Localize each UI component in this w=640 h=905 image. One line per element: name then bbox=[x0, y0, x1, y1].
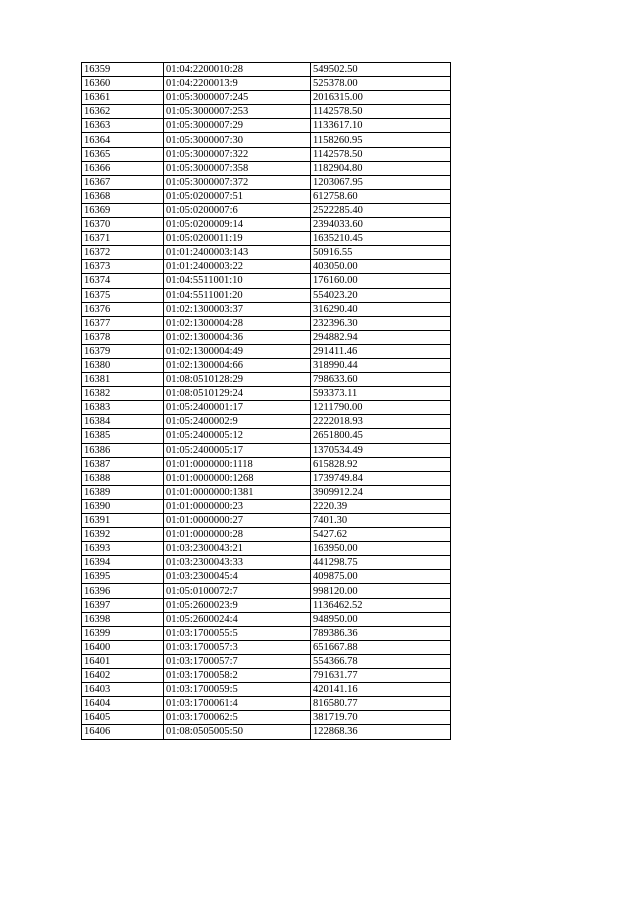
row-number-cell: 16397 bbox=[82, 598, 164, 612]
row-number-cell: 16366 bbox=[82, 161, 164, 175]
row-number-cell: 16380 bbox=[82, 358, 164, 372]
value-cell: 2220.39 bbox=[311, 499, 451, 513]
value-cell: 1158260.95 bbox=[311, 133, 451, 147]
cadastral-number-cell: 01:05:2400005:12 bbox=[164, 429, 311, 443]
table-row bbox=[82, 612, 451, 626]
cadastral-number-cell: 01:01:0000000:28 bbox=[164, 528, 311, 542]
row-number-cell: 16371 bbox=[82, 232, 164, 246]
table-row bbox=[82, 485, 451, 499]
table-row bbox=[82, 330, 451, 344]
table-row bbox=[82, 373, 451, 387]
table-row bbox=[82, 189, 451, 203]
table-row bbox=[82, 161, 451, 175]
table-row bbox=[82, 443, 451, 457]
value-cell: 316290.40 bbox=[311, 302, 451, 316]
value-cell: 381719.70 bbox=[311, 711, 451, 725]
table-row bbox=[82, 626, 451, 640]
cadastral-number-cell: 01:03:2300043:33 bbox=[164, 556, 311, 570]
value-cell: 403050.00 bbox=[311, 260, 451, 274]
row-number-cell: 16392 bbox=[82, 528, 164, 542]
cadastral-number-cell: 01:01:0000000:1118 bbox=[164, 457, 311, 471]
cadastral-number-cell: 01:08:0510129:24 bbox=[164, 387, 311, 401]
table-row bbox=[82, 105, 451, 119]
value-cell: 1739749.84 bbox=[311, 471, 451, 485]
row-number-cell: 16368 bbox=[82, 189, 164, 203]
row-number-cell: 16405 bbox=[82, 711, 164, 725]
value-cell: 1142578.50 bbox=[311, 147, 451, 161]
cadastral-number-cell: 01:03:1700061:4 bbox=[164, 697, 311, 711]
value-cell: 554023.20 bbox=[311, 288, 451, 302]
value-cell: 3909912.24 bbox=[311, 485, 451, 499]
cadastral-number-cell: 01:05:3000007:372 bbox=[164, 175, 311, 189]
row-number-cell: 16404 bbox=[82, 697, 164, 711]
row-number-cell: 16389 bbox=[82, 485, 164, 499]
value-cell: 5427.62 bbox=[311, 528, 451, 542]
cadastral-number-cell: 01:05:0200009:14 bbox=[164, 218, 311, 232]
table-row bbox=[82, 203, 451, 217]
value-cell: 1142578.50 bbox=[311, 105, 451, 119]
value-cell: 122868.36 bbox=[311, 725, 451, 739]
table-row bbox=[82, 598, 451, 612]
table-row bbox=[82, 175, 451, 189]
table-row bbox=[82, 316, 451, 330]
value-cell: 2016315.00 bbox=[311, 91, 451, 105]
row-number-cell: 16365 bbox=[82, 147, 164, 161]
value-cell: 2394033.60 bbox=[311, 218, 451, 232]
cadastral-number-cell: 01:04:5511001:10 bbox=[164, 274, 311, 288]
table-row bbox=[82, 415, 451, 429]
value-cell: 7401.30 bbox=[311, 514, 451, 528]
table-row bbox=[82, 640, 451, 654]
table-row bbox=[82, 556, 451, 570]
value-cell: 615828.92 bbox=[311, 457, 451, 471]
table-row bbox=[82, 584, 451, 598]
cadastral-number-cell: 01:03:2300043:21 bbox=[164, 542, 311, 556]
value-cell: 816580.77 bbox=[311, 697, 451, 711]
row-number-cell: 16377 bbox=[82, 316, 164, 330]
cadastral-number-cell: 01:01:0000000:1381 bbox=[164, 485, 311, 499]
row-number-cell: 16373 bbox=[82, 260, 164, 274]
value-cell: 948950.00 bbox=[311, 612, 451, 626]
table-row bbox=[82, 528, 451, 542]
value-cell: 651667.88 bbox=[311, 640, 451, 654]
table-row bbox=[82, 133, 451, 147]
value-cell: 612758.60 bbox=[311, 189, 451, 203]
table-row bbox=[82, 725, 451, 739]
value-cell: 1370534.49 bbox=[311, 443, 451, 457]
cadastral-number-cell: 01:02:1300004:49 bbox=[164, 344, 311, 358]
value-cell: 441298.75 bbox=[311, 556, 451, 570]
cadastral-number-cell: 01:03:1700057:3 bbox=[164, 640, 311, 654]
row-number-cell: 16360 bbox=[82, 77, 164, 91]
table-row bbox=[82, 344, 451, 358]
cadastral-number-cell: 01:05:3000007:253 bbox=[164, 105, 311, 119]
cadastral-number-cell: 01:01:0000000:27 bbox=[164, 514, 311, 528]
cadastral-number-cell: 01:05:2400001:17 bbox=[164, 401, 311, 415]
row-number-cell: 16398 bbox=[82, 612, 164, 626]
cadastral-number-cell: 01:05:3000007:322 bbox=[164, 147, 311, 161]
cadastral-number-cell: 01:05:0200007:6 bbox=[164, 203, 311, 217]
cadastral-number-cell: 01:05:0100072:7 bbox=[164, 584, 311, 598]
row-number-cell: 16390 bbox=[82, 499, 164, 513]
table-row bbox=[82, 669, 451, 683]
row-number-cell: 16399 bbox=[82, 626, 164, 640]
row-number-cell: 16387 bbox=[82, 457, 164, 471]
value-cell: 798633.60 bbox=[311, 373, 451, 387]
table-row bbox=[82, 246, 451, 260]
row-number-cell: 16376 bbox=[82, 302, 164, 316]
row-number-cell: 16403 bbox=[82, 683, 164, 697]
row-number-cell: 16369 bbox=[82, 203, 164, 217]
value-cell: 789386.36 bbox=[311, 626, 451, 640]
cadastral-number-cell: 01:03:1700058:2 bbox=[164, 669, 311, 683]
cadastral-number-cell: 01:02:1300004:28 bbox=[164, 316, 311, 330]
table-row bbox=[82, 683, 451, 697]
value-cell: 291411.46 bbox=[311, 344, 451, 358]
table-row bbox=[82, 570, 451, 584]
value-cell: 1182904.80 bbox=[311, 161, 451, 175]
cadastral-number-cell: 01:05:0200007:51 bbox=[164, 189, 311, 203]
row-number-cell: 16363 bbox=[82, 119, 164, 133]
cadastral-number-cell: 01:05:2600023:9 bbox=[164, 598, 311, 612]
row-number-cell: 16361 bbox=[82, 91, 164, 105]
cadastral-number-cell: 01:02:1300004:66 bbox=[164, 358, 311, 372]
cadastral-number-cell: 01:05:0200011:19 bbox=[164, 232, 311, 246]
table-row bbox=[82, 499, 451, 513]
table-row bbox=[82, 358, 451, 372]
value-cell: 294882.94 bbox=[311, 330, 451, 344]
table-row bbox=[82, 471, 451, 485]
cadastral-number-cell: 01:02:1300003:37 bbox=[164, 302, 311, 316]
value-cell: 318990.44 bbox=[311, 358, 451, 372]
cadastral-number-cell: 01:02:1300004:36 bbox=[164, 330, 311, 344]
value-cell: 232396.30 bbox=[311, 316, 451, 330]
table-row bbox=[82, 302, 451, 316]
cadastral-number-cell: 01:04:2200013:9 bbox=[164, 77, 311, 91]
table-row bbox=[82, 232, 451, 246]
row-number-cell: 16370 bbox=[82, 218, 164, 232]
value-cell: 1211790.00 bbox=[311, 401, 451, 415]
table-row bbox=[82, 401, 451, 415]
row-number-cell: 16401 bbox=[82, 654, 164, 668]
row-number-cell: 16386 bbox=[82, 443, 164, 457]
cadastral-number-cell: 01:05:2600024:4 bbox=[164, 612, 311, 626]
table-row bbox=[82, 514, 451, 528]
cadastral-number-cell: 01:01:0000000:1268 bbox=[164, 471, 311, 485]
table-row bbox=[82, 654, 451, 668]
value-cell: 549502.50 bbox=[311, 63, 451, 77]
row-number-cell: 16384 bbox=[82, 415, 164, 429]
value-cell: 420141.16 bbox=[311, 683, 451, 697]
cadastral-number-cell: 01:01:2400003:22 bbox=[164, 260, 311, 274]
row-number-cell: 16385 bbox=[82, 429, 164, 443]
table-row bbox=[82, 119, 451, 133]
table-row bbox=[82, 711, 451, 725]
value-cell: 791631.77 bbox=[311, 669, 451, 683]
row-number-cell: 16396 bbox=[82, 584, 164, 598]
table-row bbox=[82, 218, 451, 232]
table-row bbox=[82, 260, 451, 274]
row-number-cell: 16395 bbox=[82, 570, 164, 584]
row-number-cell: 16378 bbox=[82, 330, 164, 344]
table-row bbox=[82, 274, 451, 288]
row-number-cell: 16402 bbox=[82, 669, 164, 683]
value-cell: 176160.00 bbox=[311, 274, 451, 288]
cadastral-number-cell: 01:04:5511001:20 bbox=[164, 288, 311, 302]
cadastral-number-cell: 01:03:1700057:7 bbox=[164, 654, 311, 668]
row-number-cell: 16406 bbox=[82, 725, 164, 739]
cadastral-number-cell: 01:04:2200010:28 bbox=[164, 63, 311, 77]
row-number-cell: 16372 bbox=[82, 246, 164, 260]
table-row bbox=[82, 91, 451, 105]
table-body bbox=[82, 63, 451, 740]
row-number-cell: 16393 bbox=[82, 542, 164, 556]
value-cell: 593373.11 bbox=[311, 387, 451, 401]
value-cell: 409875.00 bbox=[311, 570, 451, 584]
row-number-cell: 16391 bbox=[82, 514, 164, 528]
row-number-cell: 16382 bbox=[82, 387, 164, 401]
cadastral-number-cell: 01:05:3000007:30 bbox=[164, 133, 311, 147]
value-cell: 1203067.95 bbox=[311, 175, 451, 189]
table-row bbox=[82, 542, 451, 556]
cadastral-number-cell: 01:08:0510128:29 bbox=[164, 373, 311, 387]
row-number-cell: 16359 bbox=[82, 63, 164, 77]
cadastral-number-cell: 01:05:3000007:245 bbox=[164, 91, 311, 105]
table-row bbox=[82, 387, 451, 401]
cadastral-number-cell: 01:03:1700062:5 bbox=[164, 711, 311, 725]
value-cell: 554366.78 bbox=[311, 654, 451, 668]
value-cell: 2522285.40 bbox=[311, 203, 451, 217]
table-row bbox=[82, 77, 451, 91]
value-cell: 163950.00 bbox=[311, 542, 451, 556]
row-number-cell: 16374 bbox=[82, 274, 164, 288]
table-row bbox=[82, 63, 451, 77]
table-row bbox=[82, 697, 451, 711]
row-number-cell: 16394 bbox=[82, 556, 164, 570]
value-cell: 1133617.10 bbox=[311, 119, 451, 133]
cadastral-number-cell: 01:05:3000007:358 bbox=[164, 161, 311, 175]
cadastral-number-cell: 01:03:1700055:5 bbox=[164, 626, 311, 640]
cadastral-number-cell: 01:01:2400003:143 bbox=[164, 246, 311, 260]
row-number-cell: 16388 bbox=[82, 471, 164, 485]
table-row bbox=[82, 457, 451, 471]
cadastral-number-cell: 01:08:0505005:50 bbox=[164, 725, 311, 739]
row-number-cell: 16379 bbox=[82, 344, 164, 358]
cadastral-number-cell: 01:03:2300045:4 bbox=[164, 570, 311, 584]
value-cell: 50916.55 bbox=[311, 246, 451, 260]
row-number-cell: 16367 bbox=[82, 175, 164, 189]
row-number-cell: 16400 bbox=[82, 640, 164, 654]
row-number-cell: 16383 bbox=[82, 401, 164, 415]
value-cell: 2222018.93 bbox=[311, 415, 451, 429]
value-cell: 998120.00 bbox=[311, 584, 451, 598]
data-table bbox=[81, 62, 451, 740]
row-number-cell: 16364 bbox=[82, 133, 164, 147]
row-number-cell: 16375 bbox=[82, 288, 164, 302]
table-row bbox=[82, 147, 451, 161]
cadastral-number-cell: 01:05:3000007:29 bbox=[164, 119, 311, 133]
table-row bbox=[82, 429, 451, 443]
value-cell: 525378.00 bbox=[311, 77, 451, 91]
cadastral-number-cell: 01:05:2400002:9 bbox=[164, 415, 311, 429]
cadastral-number-cell: 01:05:2400005:17 bbox=[164, 443, 311, 457]
value-cell: 1635210.45 bbox=[311, 232, 451, 246]
value-cell: 2651800.45 bbox=[311, 429, 451, 443]
cadastral-number-cell: 01:03:1700059:5 bbox=[164, 683, 311, 697]
table-row bbox=[82, 288, 451, 302]
row-number-cell: 16362 bbox=[82, 105, 164, 119]
cadastral-number-cell: 01:01:0000000:23 bbox=[164, 499, 311, 513]
row-number-cell: 16381 bbox=[82, 373, 164, 387]
value-cell: 1136462.52 bbox=[311, 598, 451, 612]
